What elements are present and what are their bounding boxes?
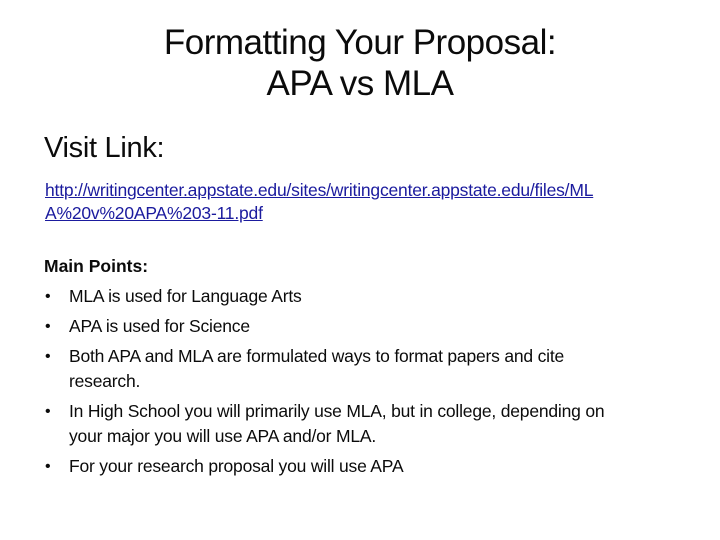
list-item	[44, 399, 669, 449]
bullet-text: your major you will use APA and/or MLA.	[69, 426, 377, 446]
link-text-line1: http://writingcenter.appstate.edu/sites/writingcenter.appstate.edu/files/ML	[45, 180, 594, 200]
slide-title	[0, 22, 720, 104]
visit-link-heading: Visit Link:	[44, 132, 165, 164]
bullet-icon: •	[45, 318, 51, 335]
bullet-text: APA is used for Science	[69, 316, 250, 336]
main-points-heading: Main Points:	[44, 256, 149, 276]
writing-center-pdf-link[interactable]	[45, 179, 695, 225]
bullet-icon: •	[45, 348, 51, 365]
bullet-text: Both APA and MLA are formulated ways to format papers and cite	[69, 346, 565, 366]
bullet-icon: •	[45, 403, 51, 420]
bullet-icon: •	[45, 288, 51, 305]
bullet-icon: •	[45, 458, 51, 475]
list-item	[44, 344, 669, 394]
slide-title-line2: APA vs MLA	[266, 64, 454, 103]
bullet-text: In High School you will primarily use MLA, but in college, depending on	[69, 401, 605, 421]
list-item	[44, 314, 669, 339]
bullet-text: research.	[69, 371, 141, 391]
link-text-line2: A%20v%20APA%203-11.pdf	[45, 203, 263, 223]
list-item	[44, 284, 669, 309]
main-points-list	[44, 284, 669, 484]
bullet-text: For your research proposal you will use APA	[69, 456, 404, 476]
slide-title-line1: Formatting Your Proposal:	[163, 23, 557, 62]
list-item	[44, 454, 669, 479]
bullet-text: MLA is used for Language Arts	[69, 286, 302, 306]
